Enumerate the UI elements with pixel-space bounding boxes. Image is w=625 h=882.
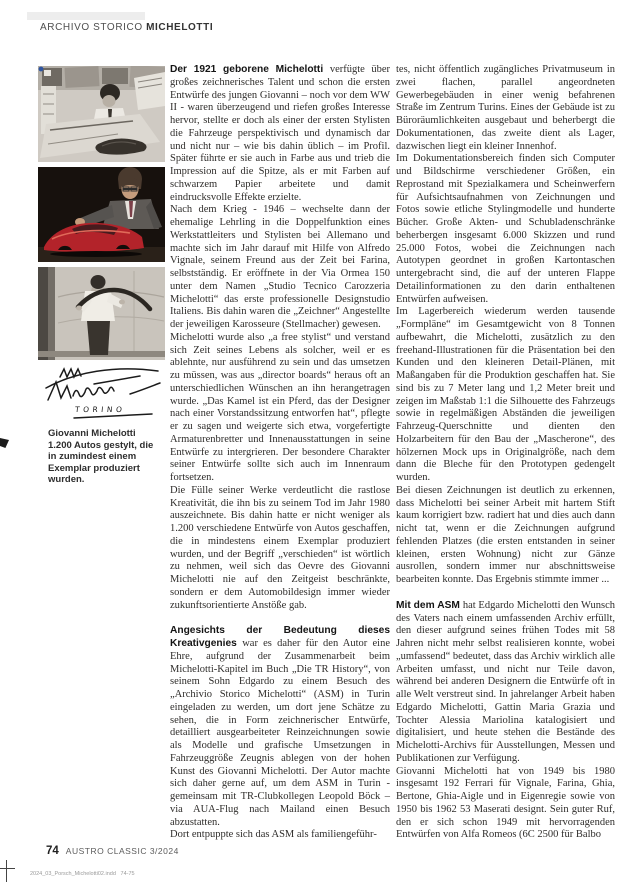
article-paragraph — [396, 766, 615, 843]
paragraph-text: Giovanni Michelotti hat von 1949 bis 1980 insgesamt 192 Ferrari für Vignale, Farina, Ghia, Bertone, Ghia-Aigle und in Eigenregie sowie von 1950 bis 1962 53 Maserati designt. Sein guter Ruf, den er sich schon 1949 mit hervorragenden Entwürfen von Alfa Romeos (6C 2500 für Balbo — [396, 765, 615, 841]
page-footer — [46, 841, 179, 859]
paragraph-text: Michelotti wurde also „a free stylist“ und verstand sich Zeit seines Lebens als solcher, weil er es ablehnte, nur ausführend zu sein und das umsetzen zu müssen, was aus „director boards“ heraus oft an unterschiedlichen Wünschen an ihn herangetragen wurde. „Das Kamel ist ein Pferd, das der Designer nach einer Vorstandssitzung entworfen hat“, pflegte er zu sagen und weigerte sich etwa, vorgefertigte Armaturenbretter und Innenausstattungen in seine Entwürfe zu intergrieren. Der besondere Charakter seiner Entwürfe sollte sich auch im Innenraum fortsetzen. — [170, 331, 390, 483]
paragraph-text: hat Edgardo Michelotti den Wunsch des Vaters nach einem umfassenden Archiv erfüllt, den dieser aufgrund seines frühen Todes mit 58 Jahren nicht mehr selbst realisieren konnte, wobei „umfassend“ bedeutet, dass das Archiv wirklich alle Arbeiten umfasst, und nicht nur Teile davon, während bei anderen Designern die Entwürfe oft in alle Welt verstreut sind. In jahrelanger Arbeit haben Edgardo Michelotti, Gattin Maria Grazia und Tochter Alessia Mariolina katalogisiert und digitalisiert, und heute stehen die Bestände des Michelotti-Archivs für Ausstellungen, Messen und Publikationen zur Verfügung. — [396, 599, 615, 764]
signature-torino-text: TORINO — [74, 405, 126, 414]
paragraph-lead: Mit dem ASM — [396, 599, 463, 611]
section-kicker — [40, 22, 213, 33]
paragraph-text: verfügte über großes zeichnerisches Talent und schon die ersten Entwürfe des jungen Giovanni – noch vor dem WW II - waren überzeugend und riefen großes Interesse hervor, stellte er doch als einer der ersten Stylisten die Fahrzeuge perspektivisch und dynamisch dar und nicht nur – wie bis dahin üblich – im Profil. Später führte er sie auch in Farbe aus und trieb die Impression auf die Spitze, als er mit Farben auf schwarzem Papier arbeitete und damit eindrucksvolle Effekte erzielte. — [170, 64, 390, 203]
article-paragraph — [396, 64, 615, 153]
article-paragraph — [170, 829, 390, 842]
photo-drafting-spline-image — [38, 267, 165, 360]
print-artifact-filename: 2024_03_Porsch_Michelotti02.indd 74-75 — [30, 871, 135, 877]
crop-mark — [6, 860, 7, 882]
photo-drawing-desk-image — [38, 66, 165, 162]
paragraph-text: tes, nicht öffentlich zugängliches Privatmuseum in zwei flachen, parallel angeordneten Gewerbegebäuden in einer wenig befahrenen Straße im Zentrum Turins. Eines der Gebäude ist zu Büroräumlichkeiten ausgebaut und beherbergt die Dokumentationen, das zweite dient als Lager, dazwischen liegt ein kleiner Innenhof. — [396, 64, 615, 152]
magazine-issue: AUSTRO CLASSIC 3/2024 — [65, 846, 179, 856]
paragraph-lead: Der 1921 geborene Michelotti — [170, 64, 330, 75]
crop-mark — [0, 868, 15, 869]
article-paragraph — [170, 64, 390, 204]
page-number: 74 — [46, 845, 59, 857]
scan-smudge — [27, 12, 145, 20]
photo-caption: Giovanni Michelotti 1.200 Autos gestylt, die in zumindest einem Exemplar produziert wurden. — [48, 428, 154, 486]
article-paragraph — [170, 485, 390, 613]
paragraph-text: Die Fülle seiner Werke verdeutlicht die rastlose Kreativität, die ihn bis zu seinem Tod im Jahr 1980 auszeichnete. Bis dahin hatte er nicht weniger als 1.200 verschiedene Entwürfe von Autos geschaffen, die in mindestens einem Exemplar produziert wurden, und der Begriff „verschieden“ ist wörtlich zu nehmen, weil sich das Oevre des Giovanni Michelotti nie auf den Zeitgeist beschränkte, sondern er dem Automobildesign immer wieder zukunftsorientierte Anstöße gab. — [170, 484, 390, 611]
studio-michelotti-signature — [40, 362, 167, 422]
paragraph-text: Im Dokumentationsbereich finden sich Computer und Bildschirme verschiedener Größen, ein Reprostand mit Spezialkamera und Scheinwerfern für Aufsichtsaufnahmen von Zeichnungen und Fotos sowie etliche Stylingmodelle und hunderte Bücher. Große Akten- und Schubladenschränke beherbergen insgesamt 6.000 Skizzen und rund 25.000 Fotos, wobei die Zeichnungen nach Autotypen geordnet in großen Kartontaschen untergebracht sind, die auf der unteren Flappe Detailinformationen zu den darin enthaltenen Entwürfen aufweisen. — [396, 153, 615, 305]
paragraph-text: Nach dem Krieg - 1946 – wechselte dann der ehemalige Lehrling in die Doppelfunktion eines Werkstattleiters und Stylisten bei Allemano und machte sich im Jahr darauf mit Hilfe von Alfredo Vignale, seinem Freund aus der Zeit bei Farina, selbstständig. Er eröffnete in der Via Ormea 150 unter dem Namen „Studio Tecnico Carozzeria Michelotti“ das erste professionelle Designstudio Italiens. Bis dahin waren die „Zeichner“ Angestellte der jeweiligen Karosseure (Stellmacher) gewesen. — [170, 204, 390, 330]
photo-drafting-spline — [38, 267, 165, 360]
article-paragraph — [170, 625, 390, 829]
paragraph-text: Bei diesen Zeichnungen ist deutlich zu erkennen, dass Michelotti bei seiner Arbeit mit hartem Stift kaum korrigiert bzw. radiert hat und dies auch dann nicht tat, wenn er die Zeichnungen aufgrund fehlenden Platzes (die ersten entstanden in seiner kleinen, ersten Wohnung) nicht zur Gänze ausrollen, sondern immer nur abschnittsweise bearbeiten konnte. Das Ergebnis stimmte immer ... — [396, 484, 615, 585]
photo-red-model — [38, 167, 165, 262]
paragraph-text: Im Lagerbereich wiederum werden tausende „Formpläne“ im Gesamtgewicht von 8 Tonnen aufbewahrt, die Michelotti, zusätzlich zu den freehand-Illustrationen für die Präsentation bei den Kunden und den kleineren Detail-Plänen, mit Maßangaben für die Produktion geschaffen hat. Sie sind bis zu 7 Meter lang und 1,2 Meter breit und zeigen im Maßstab 1:1 die Silhouette des Fahrzeugs sowie in regelmäßigen Abständen die jeweiligen Fahrzeug-Querschnitte und dienten den Holzarbeitern für den Bau der „Mascherone“, des hölzernen Mock ups in Originalgröße, nach dem dann die Bleche für den Prototypen gedengelt wurden. — [396, 306, 615, 483]
article-paragraph — [396, 485, 615, 587]
photo-red-model-image — [38, 167, 165, 262]
page-edge-mark — [0, 438, 9, 448]
article-paragraph — [170, 332, 390, 485]
article-paragraph — [396, 153, 615, 306]
signature-image — [40, 362, 163, 422]
paragraph-text: war es daher für den Autor eine Ehre, aufgrund der Zusammenarbeit beim Michelotti-Kapitel im Buch „Die TR History“, von seinem Sohn Edgardo zu einem Besuch des „Archivio Storico Michelotti“ (ASM) in Turin eingeladen zu werden, um dort jene Schätze zu sehen, die in Form zeichnerischer Entwürfe, detailliert ausgearbeiteter Reinzeichnungen sowie als Modelle und grafische Umsetzungen in Fahrzeuggröße Zeugnis ablegen von der hohen Kunst des Giovanni Michelotti. Der Autor machte sich daher gerne auf, um dem ASM in Turin - gemeinsam mit TR-Clubkollegen Leopold Böck – via AUA-Flug nach Mailand einen Besuch abzustatten. — [170, 638, 390, 828]
article-paragraph — [396, 600, 615, 766]
paragraph-text: Dort entpuppte sich das ASM als familiengeführ- — [170, 829, 377, 841]
kicker-bold: MICHELOTTI — [146, 22, 214, 33]
text-column-2 — [396, 64, 615, 842]
photo-drawing-desk — [38, 66, 165, 162]
text-column-1 — [170, 64, 390, 842]
article-paragraph — [170, 204, 390, 332]
paragraph-lead: Angesichts der Bedeutung dieses Kreativgenies — [170, 625, 390, 649]
kicker-regular: ARCHIVO STORICO — [40, 22, 147, 33]
article-paragraph — [396, 306, 615, 485]
